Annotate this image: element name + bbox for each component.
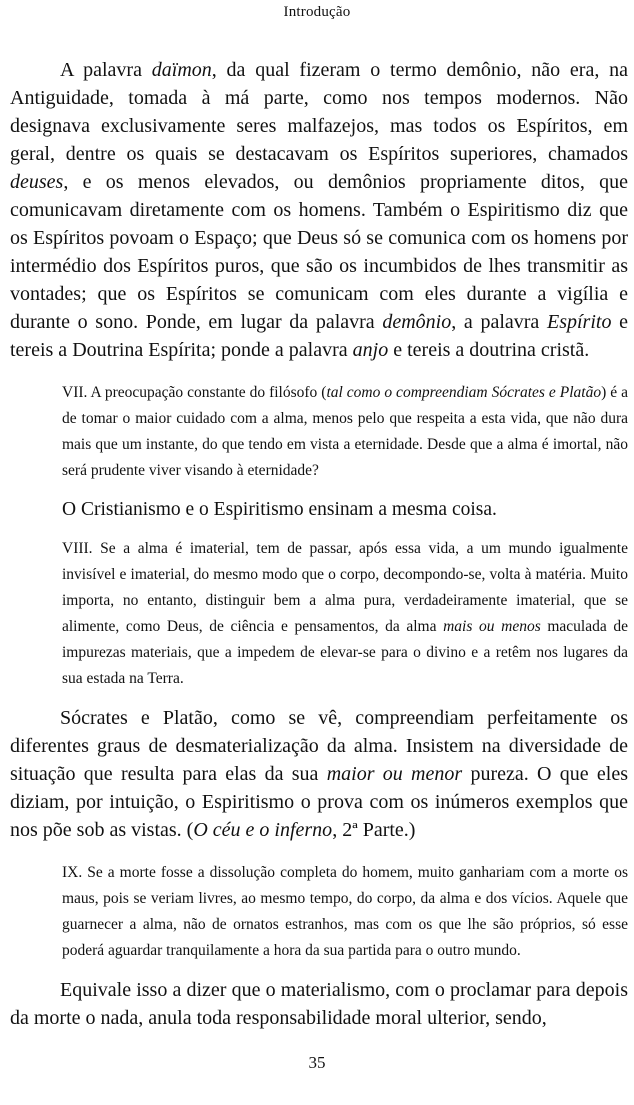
text-run: , e os menos elevados, ou demônios propriamente ditos, que comunicavam diretamente com os homens. Também o Espiritismo diz que os Espíritos povoam o Espaço; que Deus só se comunica com os homens por intermédio dos Espíritos puros, que são os incumbidos de lhes transmitir as vontades; que os Espíritos se comunicam com eles durante a vigília e durante o sono. Ponde, em lugar da palavra [10,171,628,333]
italic-term: tal como o compreendiam Sócrates e Platão [326,384,602,401]
text-run: ) é a de tomar o maior cuidado com a alma, menos pelo que respeita a esta vida, que não dura mais que um instante, do que tendo em vista a eternidade. Desde que a alma é imortal, não será prudente viver visando à eternidade? [62,384,628,479]
quote-paragraph-ix [10,860,628,964]
text-run: , 2ª Parte.) [332,819,416,841]
text-run: e tereis a doutrina cristã. [388,339,590,361]
italic-term: demônio [382,311,452,333]
quote-paragraph-vii [10,380,628,484]
page-number: 35 [308,1053,326,1072]
italic-term: anjo [352,339,389,361]
body-paragraph [10,704,628,844]
body-paragraph [10,56,628,364]
running-header: Introdução [283,4,351,20]
italic-term: daïmon [151,59,212,81]
page-content [10,56,628,1048]
italic-term: mais ou menos [443,618,541,635]
italic-term: O céu e o inferno [193,819,333,841]
text-run: A palavra [60,59,152,81]
text-run: , a palavra [451,311,547,333]
text-run: pureza. O que eles diziam, por intuição, o Espiritismo o prova com os inúmeros exemplos que nos põe sob as vistas. ( [10,763,628,841]
text-run: maculada de impurezas materiais, que a impedem de elevar-se para o divino e a retêm nos lugares da sua estada na Terra. [62,618,628,687]
text-run: IX. Se a morte fosse a dissolução completa do homem, muito ganhariam com a morte os maus, pois se veriam livres, ao mesmo tempo, do corpo, da alma e dos vícios. Aquele que guarnecer a alma, não de ornatos estranhos, mas com os que lhe são próprios, só esse poderá aguardar tranquilamente a hora da sua partida para o outro mundo. [62,864,628,959]
italic-term: Espírito [546,311,612,333]
text-run: e tereis a Doutrina Espírita; ponde a palavra [10,311,628,361]
statement-line: O Cristianismo e o Espiritismo ensinam a mesma coisa. [62,499,497,520]
text-run: VII. A preocupação constante do filósofo ( [62,384,327,401]
text-run: Equivale isso a dizer que o materialismo, com o proclamar para depois da morte o nada, anula toda responsabilidade moral ulterior, sendo, [10,979,628,1029]
quote-paragraph-viii [10,536,628,692]
text-run: VIII. Se a alma é imaterial, tem de passar, após essa vida, a um mundo igualmente invisível e imaterial, do mesmo modo que o corpo, decompondo-se, volta à matéria. Muito importa, no entanto, distinguir bem a alma pura, verdadeiramente imaterial, que se alimente, como Deus, de ciência e pensamentos, da alma [62,540,628,635]
body-paragraph [10,976,628,1032]
italic-term: maior ou menor [326,763,463,785]
text-run: Sócrates e Platão, como se vê, compreendiam perfeitamente os diferentes graus de desmaterialização da alma. Insistem na diversidade de situação que resulta para elas da sua [10,707,628,785]
text-run: , da qual fizeram o termo demônio, não era, na Antiguidade, tomada à má parte, como nos tempos modernos. Não designava exclusivamente seres malfazejos, mas todos os Espíritos, em geral, dentre os quais se destacavam os Espíritos superiores, chamados [10,59,629,165]
italic-term: deuses [10,171,64,193]
